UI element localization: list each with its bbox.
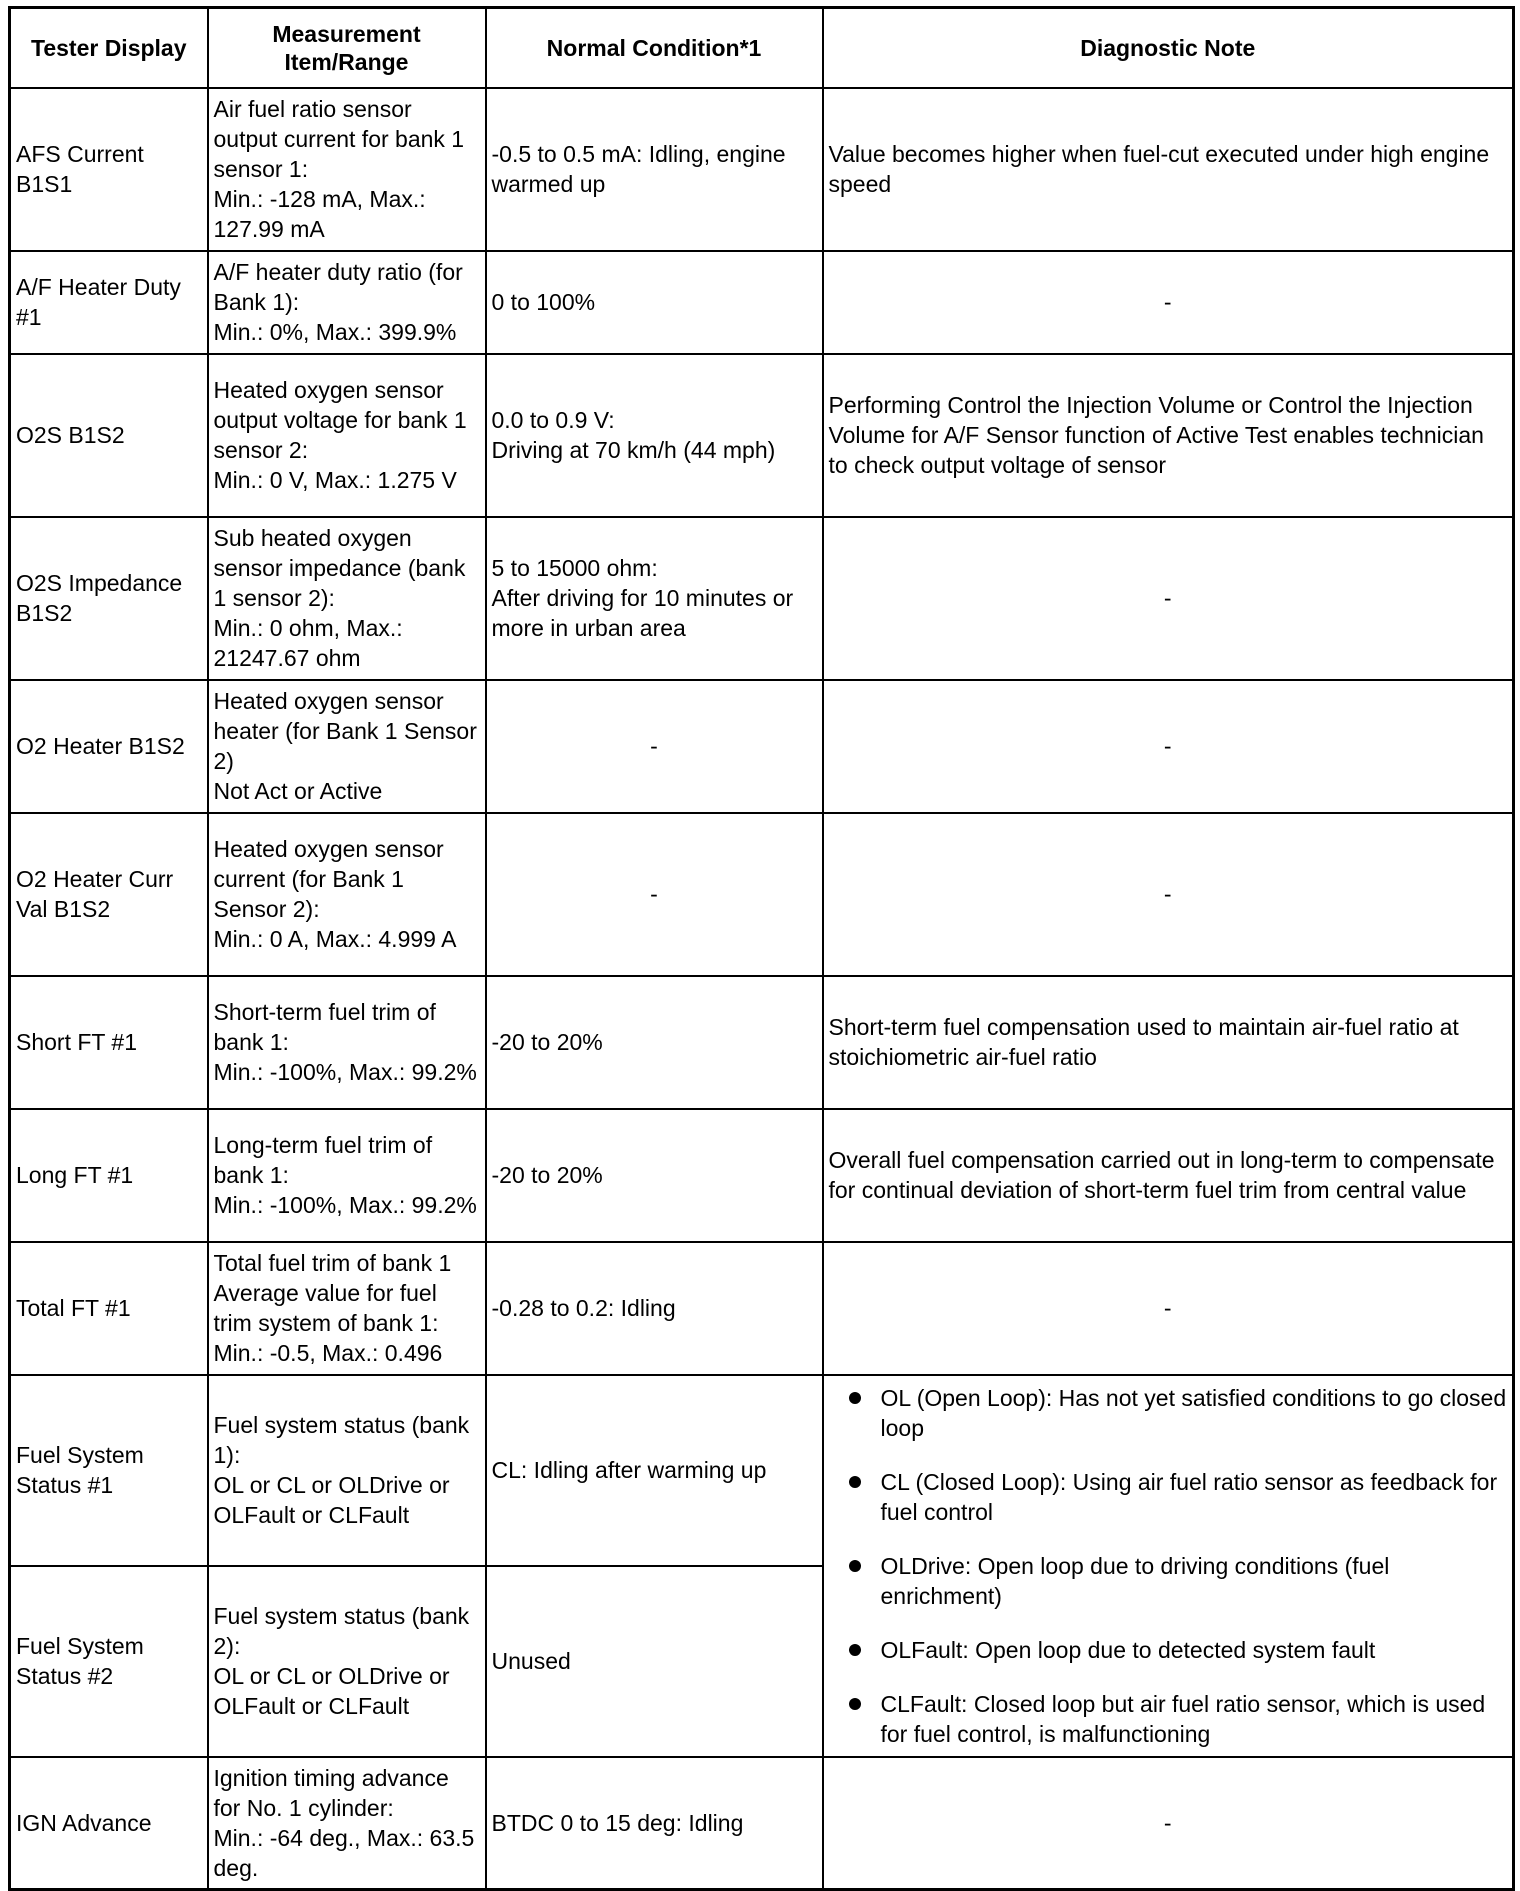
diagnostic-note-cell: Performing Control the Injection Volume or Control the Injection Volume for A/F Sensor function of Active Test enables technician to check output voltage of sensor <box>823 354 1514 517</box>
list-item <box>849 1383 1508 1443</box>
header-tester-display: Tester Display <box>10 8 208 88</box>
normal-condition-cell: -20 to 20% <box>486 976 823 1109</box>
measurement-range-cell: Ignition timing advance for No. 1 cylinder: Min.: -64 deg., Max.: 63.5 deg. <box>208 1757 486 1890</box>
tester-display-cell: AFS Current B1S1 <box>10 88 208 251</box>
diagnostic-note-cell: - <box>823 813 1514 976</box>
normal-condition-cell: 0.0 to 0.9 V: Driving at 70 km/h (44 mph) <box>486 354 823 517</box>
table-row <box>10 813 1514 976</box>
table-row <box>10 976 1514 1109</box>
measurement-range-cell: Heated oxygen sensor heater (for Bank 1 Sensor 2) Not Act or Active <box>208 680 486 813</box>
note-text: CL (Closed Loop): Using air fuel ratio sensor as feedback for fuel control <box>880 1468 1498 1525</box>
table-row <box>10 251 1514 354</box>
tester-display-cell: O2 Heater B1S2 <box>10 680 208 813</box>
tester-display-cell: O2S Impedance B1S2 <box>10 517 208 680</box>
diagnostic-note-cell: - <box>823 680 1514 813</box>
normal-condition-cell: Unused <box>486 1566 823 1757</box>
header-row <box>10 8 1514 88</box>
diagnostic-note-cell: Value becomes higher when fuel-cut executed under high engine speed <box>823 88 1514 251</box>
measurement-range-cell: Heated oxygen sensor current (for Bank 1 Sensor 2): Min.: 0 A, Max.: 4.999 A <box>208 813 486 976</box>
normal-condition-cell: CL: Idling after warming up <box>486 1375 823 1566</box>
measurement-range-cell: Short-term fuel trim of bank 1: Min.: -100%, Max.: 99.2% <box>208 976 486 1109</box>
measurement-range-cell: Long-term fuel trim of bank 1: Min.: -100%, Max.: 99.2% <box>208 1109 486 1242</box>
table-row <box>10 1375 1514 1566</box>
tester-display-cell: Long FT #1 <box>10 1109 208 1242</box>
tester-display-cell: Fuel System Status #2 <box>10 1566 208 1757</box>
list-item <box>849 1635 1508 1665</box>
table-row <box>10 1109 1514 1242</box>
measurement-range-cell: Fuel system status (bank 2): OL or CL or OLDrive or OLFault or CLFault <box>208 1566 486 1757</box>
note-text: CLFault: Closed loop but air fuel ratio sensor, which is used for fuel control, is malfunctioning <box>880 1690 1486 1747</box>
table-row <box>10 354 1514 517</box>
tester-display-cell: Total FT #1 <box>10 1242 208 1375</box>
diagnostic-note-cell: Short-term fuel compensation used to maintain air-fuel ratio at stoichiometric air-fuel ratio <box>823 976 1514 1109</box>
bullet-icon <box>849 1560 861 1572</box>
measurement-range-cell: A/F heater duty ratio (for Bank 1): Min.: 0%, Max.: 399.9% <box>208 251 486 354</box>
table-row <box>10 1757 1514 1890</box>
diagnostic-note-cell: - <box>823 1757 1514 1890</box>
bullet-icon <box>849 1644 861 1656</box>
normal-condition-cell: -0.5 to 0.5 mA: Idling, engine warmed up <box>486 88 823 251</box>
normal-condition-cell: - <box>486 813 823 976</box>
tester-display-cell: Short FT #1 <box>10 976 208 1109</box>
fuel-system-notes-list <box>829 1383 1508 1749</box>
diagnostic-note-cell: - <box>823 517 1514 680</box>
measurement-range-cell: Air fuel ratio sensor output current for bank 1 sensor 1: Min.: -128 mA, Max.: 127.99 mA <box>208 88 486 251</box>
diagnostic-note-cell: - <box>823 1242 1514 1375</box>
normal-condition-cell: 5 to 15000 ohm: After driving for 10 minutes or more in urban area <box>486 517 823 680</box>
diagnostic-data-table <box>8 6 1515 1891</box>
diagnostic-note-cell: - <box>823 251 1514 354</box>
table-row <box>10 680 1514 813</box>
header-normal-condition: Normal Condition*1 <box>486 8 823 88</box>
note-text: OL (Open Loop): Has not yet satisfied conditions to go closed loop <box>880 1384 1507 1441</box>
measurement-range-cell: Heated oxygen sensor output voltage for bank 1 sensor 2: Min.: 0 V, Max.: 1.275 V <box>208 354 486 517</box>
tester-display-cell: O2S B1S2 <box>10 354 208 517</box>
measurement-range-cell: Sub heated oxygen sensor impedance (bank 1 sensor 2): Min.: 0 ohm, Max.: 21247.67 ohm <box>208 517 486 680</box>
tester-display-cell: Fuel System Status #1 <box>10 1375 208 1566</box>
normal-condition-cell: 0 to 100% <box>486 251 823 354</box>
table-row <box>10 88 1514 251</box>
table-row <box>10 1242 1514 1375</box>
list-item <box>849 1689 1508 1749</box>
diagnostic-note-cell: Overall fuel compensation carried out in long-term to compensate for continual deviation of short-term fuel trim from central value <box>823 1109 1514 1242</box>
normal-condition-cell: -20 to 20% <box>486 1109 823 1242</box>
header-diagnostic-note: Diagnostic Note <box>823 8 1514 88</box>
fuel-system-notes-cell <box>823 1375 1514 1757</box>
normal-condition-cell: -0.28 to 0.2: Idling <box>486 1242 823 1375</box>
note-text: OLFault: Open loop due to detected system fault <box>880 1636 1376 1663</box>
tester-display-cell: A/F Heater Duty #1 <box>10 251 208 354</box>
tester-display-cell: O2 Heater Curr Val B1S2 <box>10 813 208 976</box>
note-text: OLDrive: Open loop due to driving conditions (fuel enrichment) <box>880 1552 1390 1609</box>
bullet-icon <box>849 1476 861 1488</box>
header-measurement-item: Measurement Item/Range <box>208 8 486 88</box>
table-row <box>10 517 1514 680</box>
tester-display-cell: IGN Advance <box>10 1757 208 1890</box>
list-item <box>849 1551 1508 1611</box>
normal-condition-cell: BTDC 0 to 15 deg: Idling <box>486 1757 823 1890</box>
measurement-range-cell: Total fuel trim of bank 1 Average value for fuel trim system of bank 1: Min.: -0.5, Max.: 0.496 <box>208 1242 486 1375</box>
measurement-range-cell: Fuel system status (bank 1): OL or CL or OLDrive or OLFault or CLFault <box>208 1375 486 1566</box>
bullet-icon <box>849 1392 861 1404</box>
normal-condition-cell: - <box>486 680 823 813</box>
bullet-icon <box>849 1698 861 1710</box>
list-item <box>849 1467 1508 1527</box>
